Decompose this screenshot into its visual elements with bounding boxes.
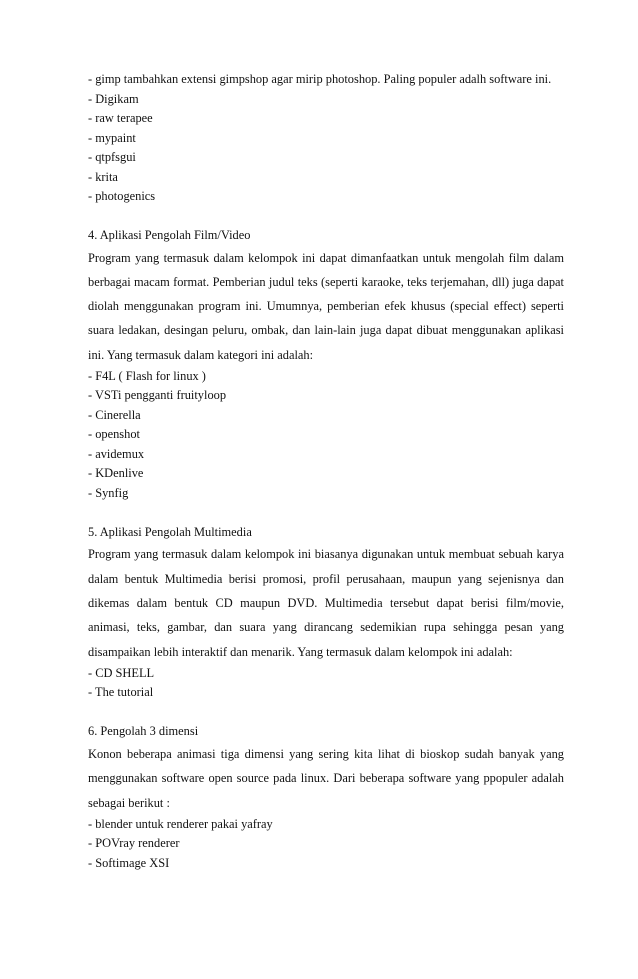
document-body [88, 70, 564, 873]
list-item: - Synfig [88, 485, 129, 500]
list-software-graphics [88, 70, 564, 207]
spacer [88, 207, 564, 227]
section-paragraph: Konon beberapa animasi tiga dimensi yang sering kita lihat di bioskop sudah banyak yang menggunakan software open source pada linux. Dari beberapa software yang ppopuler adalah sebagai berikut : [88, 746, 564, 810]
section-heading: 4. Aplikasi Pengolah Film/Video [88, 228, 251, 242]
list-item: - openshot [88, 427, 140, 442]
list-item: - qtpfsgui [88, 150, 136, 164]
list-item: - The tutorial [88, 685, 154, 700]
list-item: - Digikam [88, 91, 139, 106]
section-6 [88, 722, 564, 873]
list-item: - raw terapee [88, 111, 153, 125]
list-item: - VSTi pengganti fruityloop [88, 388, 227, 403]
list-item: - KDenlive [88, 466, 144, 481]
list-item: - krita [88, 169, 118, 184]
list-item: - F4L ( Flash for linux ) [88, 368, 206, 383]
section-paragraph: Program yang termasuk dalam kelompok ini dapat dimanfaatkan untuk mengolah film dalam berbagai macam format. Pemberian judul teks (seperti karaoke, teks terjemahan, dll) juga dapat diolah menggunakan program ini. Umumnya, pemberian efek khusus (special effect) seperti suara ledakan, desingan peluru, ombak, dan lain-lain juga dapat dibuat menggunakan aplikasi ini. Yang termasuk dalam kategori ini adalah: [88, 250, 564, 362]
spacer [88, 703, 564, 723]
list-item: - photogenics [88, 189, 156, 203]
list-item: - Cinerella [88, 407, 141, 422]
section-5 [88, 523, 564, 703]
list-item: - Softimage XSI [88, 855, 170, 870]
list-item: - gimp tambahkan extensi gimpshop agar mirip photoshop. Paling populer adalh software ini. [88, 72, 552, 86]
list-item: - POVray renderer [88, 836, 180, 851]
section-4 [88, 226, 564, 503]
section-heading: 5. Aplikasi Pengolah Multimedia [88, 524, 252, 539]
list-item: - avidemux [88, 446, 145, 461]
section-paragraph: Program yang termasuk dalam kelompok ini biasanya digunakan untuk membuat sebuah karya dalam bentuk Multimedia berisi promosi, profil perusahaan, maupun yang sejenisnya dan dikemas dalam bentuk CD maupun DVD. Multimedia tersebut dapat berisi film/movie, animasi, teks, gambar, dan suara yang dirancang sedemikian rupa sehingga pesan yang disampaikan lebih interaktif dan menarik. Yang termasuk dalam kelompok ini adalah: [88, 547, 564, 659]
spacer [88, 503, 564, 523]
section-heading: 6. Pengolah 3 dimensi [88, 724, 199, 739]
list-item: - blender untuk renderer pakai yafray [88, 816, 273, 831]
list-item: - mypaint [88, 130, 136, 145]
list-item: - CD SHELL [88, 665, 155, 680]
